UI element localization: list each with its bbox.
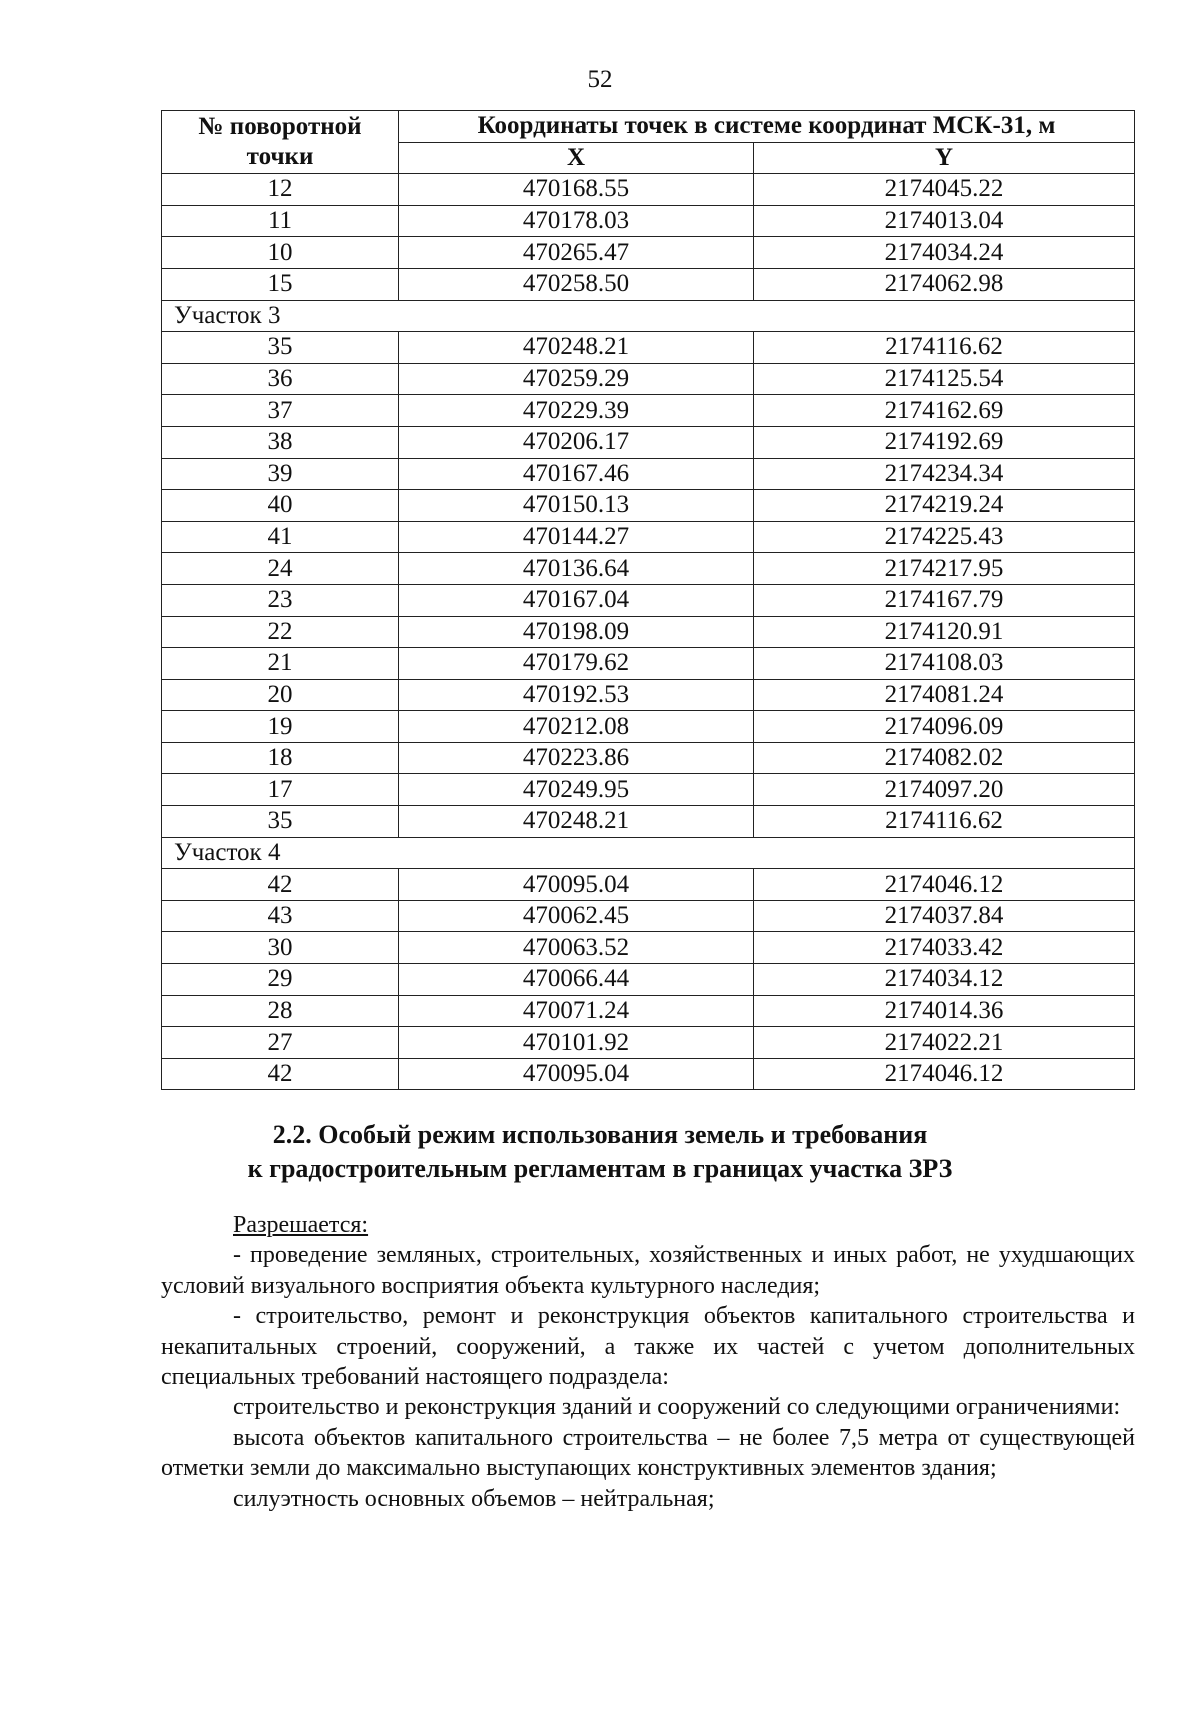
paragraph: - проведение земляных, строительных, хозяйственных и иных работ, не ухудшающих условий визуального восприятия объекта культурного наследия; bbox=[161, 1242, 1135, 1299]
table-row bbox=[162, 869, 1135, 901]
x-coordinate-cell: 470071.24 bbox=[399, 995, 754, 1027]
section-row bbox=[162, 837, 1135, 869]
table-row bbox=[162, 1027, 1135, 1059]
point-number-cell: 22 bbox=[162, 616, 399, 648]
coordinates-table bbox=[161, 110, 1135, 1090]
paragraph: - строительство, ремонт и реконструкция объектов капитального строительства и некапитальных строений, сооружений, а также их частей с учетом дополнительных специальных требований настоящего подраздела: bbox=[161, 1303, 1135, 1391]
table-row bbox=[162, 553, 1135, 585]
section-title-cell: Участок 4 bbox=[162, 837, 1135, 869]
point-number-cell: 42 bbox=[162, 869, 399, 901]
y-coordinate-cell: 2174225.43 bbox=[754, 521, 1135, 553]
y-coordinate-cell: 2174162.69 bbox=[754, 395, 1135, 427]
section-body bbox=[161, 1210, 1135, 1514]
table-row bbox=[162, 205, 1135, 237]
point-number-cell: 28 bbox=[162, 995, 399, 1027]
point-number-cell: 19 bbox=[162, 711, 399, 743]
x-coordinate-cell: 470198.09 bbox=[399, 616, 754, 648]
table-body bbox=[162, 174, 1135, 1090]
table-row bbox=[162, 742, 1135, 774]
y-coordinate-cell: 2174219.24 bbox=[754, 490, 1135, 522]
y-coordinate-cell: 2174022.21 bbox=[754, 1027, 1135, 1059]
x-coordinate-cell: 470167.04 bbox=[399, 584, 754, 616]
table-row bbox=[162, 268, 1135, 300]
x-coordinate-cell: 470066.44 bbox=[399, 964, 754, 996]
y-coordinate-cell: 2174082.02 bbox=[754, 742, 1135, 774]
y-coordinate-cell: 2174046.12 bbox=[754, 1058, 1135, 1090]
point-number-cell: 20 bbox=[162, 679, 399, 711]
point-number-cell: 27 bbox=[162, 1027, 399, 1059]
y-coordinate-cell: 2174034.12 bbox=[754, 964, 1135, 996]
point-number-cell: 17 bbox=[162, 774, 399, 806]
y-coordinate-cell: 2174037.84 bbox=[754, 900, 1135, 932]
y-coordinate-cell: 2174116.62 bbox=[754, 332, 1135, 364]
table-row bbox=[162, 458, 1135, 490]
table-row bbox=[162, 490, 1135, 522]
section-title-cell: Участок 3 bbox=[162, 300, 1135, 332]
table-row bbox=[162, 521, 1135, 553]
x-coordinate-cell: 470167.46 bbox=[399, 458, 754, 490]
y-coordinate-cell: 2174033.42 bbox=[754, 932, 1135, 964]
point-number-cell: 35 bbox=[162, 806, 399, 838]
table-row bbox=[162, 648, 1135, 680]
y-coordinate-cell: 2174097.20 bbox=[754, 774, 1135, 806]
table-row bbox=[162, 679, 1135, 711]
x-coordinate-cell: 470248.21 bbox=[399, 806, 754, 838]
y-coordinate-cell: 2174045.22 bbox=[754, 174, 1135, 206]
table-row bbox=[162, 616, 1135, 648]
y-coordinate-cell: 2174234.34 bbox=[754, 458, 1135, 490]
x-coordinate-cell: 470259.29 bbox=[399, 363, 754, 395]
allowed-label-line bbox=[161, 1210, 1135, 1240]
table-row bbox=[162, 711, 1135, 743]
point-number-cell: 23 bbox=[162, 584, 399, 616]
point-number-cell: 37 bbox=[162, 395, 399, 427]
point-number-cell: 21 bbox=[162, 648, 399, 680]
table-row bbox=[162, 237, 1135, 269]
table-row bbox=[162, 774, 1135, 806]
table-row bbox=[162, 806, 1135, 838]
y-coordinate-cell: 2174014.36 bbox=[754, 995, 1135, 1027]
x-coordinate-cell: 470192.53 bbox=[399, 679, 754, 711]
x-coordinate-cell: 470168.55 bbox=[399, 174, 754, 206]
point-number-cell: 10 bbox=[162, 237, 399, 269]
point-number-cell: 36 bbox=[162, 363, 399, 395]
point-number-cell: 42 bbox=[162, 1058, 399, 1090]
y-coordinate-cell: 2174120.91 bbox=[754, 616, 1135, 648]
point-number-cell: 35 bbox=[162, 332, 399, 364]
table-row bbox=[162, 584, 1135, 616]
x-coordinate-cell: 470212.08 bbox=[399, 711, 754, 743]
section-heading bbox=[0, 1118, 1200, 1186]
x-coordinate-cell: 470178.03 bbox=[399, 205, 754, 237]
y-coordinate-cell: 2174034.24 bbox=[754, 237, 1135, 269]
table-row bbox=[162, 395, 1135, 427]
header-point-number: № поворотной точки bbox=[162, 111, 399, 174]
paragraph: высота объектов капитального строительства – не более 7,5 метра от существующей отметки земли до максимально выступающих конструктивных элементов здания; bbox=[161, 1424, 1135, 1482]
y-coordinate-cell: 2174192.69 bbox=[754, 426, 1135, 458]
x-coordinate-cell: 470101.92 bbox=[399, 1027, 754, 1059]
paragraph: силуэтность основных объемов – нейтральная; bbox=[233, 1485, 715, 1512]
x-coordinate-cell: 470144.27 bbox=[399, 521, 754, 553]
table-row bbox=[162, 964, 1135, 996]
y-coordinate-cell: 2174096.09 bbox=[754, 711, 1135, 743]
y-coordinate-cell: 2174081.24 bbox=[754, 679, 1135, 711]
point-number-cell: 30 bbox=[162, 932, 399, 964]
y-coordinate-cell: 2174217.95 bbox=[754, 553, 1135, 585]
point-number-cell: 11 bbox=[162, 205, 399, 237]
point-number-cell: 29 bbox=[162, 964, 399, 996]
x-coordinate-cell: 470248.21 bbox=[399, 332, 754, 364]
point-number-cell: 41 bbox=[162, 521, 399, 553]
paragraph: строительство и реконструкция зданий и сооружений со следующими ограничениями: bbox=[233, 1394, 1121, 1421]
section-row bbox=[162, 300, 1135, 332]
table-row bbox=[162, 1058, 1135, 1090]
allowed-label: Разрешается: bbox=[233, 1212, 369, 1238]
point-number-cell: 12 bbox=[162, 174, 399, 206]
table-row bbox=[162, 932, 1135, 964]
header-y: Y bbox=[754, 142, 1135, 174]
table-row bbox=[162, 332, 1135, 364]
x-coordinate-cell: 470150.13 bbox=[399, 490, 754, 522]
y-coordinate-cell: 2174125.54 bbox=[754, 363, 1135, 395]
table-row bbox=[162, 426, 1135, 458]
y-coordinate-cell: 2174062.98 bbox=[754, 268, 1135, 300]
page-number: 52 bbox=[587, 66, 613, 93]
section-heading-line1: 2.2. Особый режим использования земель и требования bbox=[272, 1120, 928, 1149]
table-header-row bbox=[162, 111, 1135, 143]
point-number-cell: 40 bbox=[162, 490, 399, 522]
point-number-cell: 24 bbox=[162, 553, 399, 585]
x-coordinate-cell: 470062.45 bbox=[399, 900, 754, 932]
table-row bbox=[162, 174, 1135, 206]
table-row bbox=[162, 900, 1135, 932]
section-heading-line2: к градостроительным регламентам в границах участка ЗРЗ bbox=[247, 1154, 953, 1183]
y-coordinate-cell: 2174046.12 bbox=[754, 869, 1135, 901]
table-row bbox=[162, 363, 1135, 395]
header-coords-title: Координаты точек в системе координат МСК-31, м bbox=[399, 111, 1135, 143]
point-number-cell: 38 bbox=[162, 426, 399, 458]
x-coordinate-cell: 470206.17 bbox=[399, 426, 754, 458]
point-number-cell: 18 bbox=[162, 742, 399, 774]
x-coordinate-cell: 470063.52 bbox=[399, 932, 754, 964]
y-coordinate-cell: 2174108.03 bbox=[754, 648, 1135, 680]
x-coordinate-cell: 470136.64 bbox=[399, 553, 754, 585]
x-coordinate-cell: 470223.86 bbox=[399, 742, 754, 774]
point-number-cell: 43 bbox=[162, 900, 399, 932]
x-coordinate-cell: 470265.47 bbox=[399, 237, 754, 269]
x-coordinate-cell: 470258.50 bbox=[399, 268, 754, 300]
x-coordinate-cell: 470095.04 bbox=[399, 1058, 754, 1090]
x-coordinate-cell: 470179.62 bbox=[399, 648, 754, 680]
x-coordinate-cell: 470095.04 bbox=[399, 869, 754, 901]
point-number-cell: 39 bbox=[162, 458, 399, 490]
y-coordinate-cell: 2174013.04 bbox=[754, 205, 1135, 237]
header-x: X bbox=[399, 142, 754, 174]
x-coordinate-cell: 470229.39 bbox=[399, 395, 754, 427]
x-coordinate-cell: 470249.95 bbox=[399, 774, 754, 806]
table-row bbox=[162, 995, 1135, 1027]
y-coordinate-cell: 2174116.62 bbox=[754, 806, 1135, 838]
y-coordinate-cell: 2174167.79 bbox=[754, 584, 1135, 616]
point-number-cell: 15 bbox=[162, 268, 399, 300]
